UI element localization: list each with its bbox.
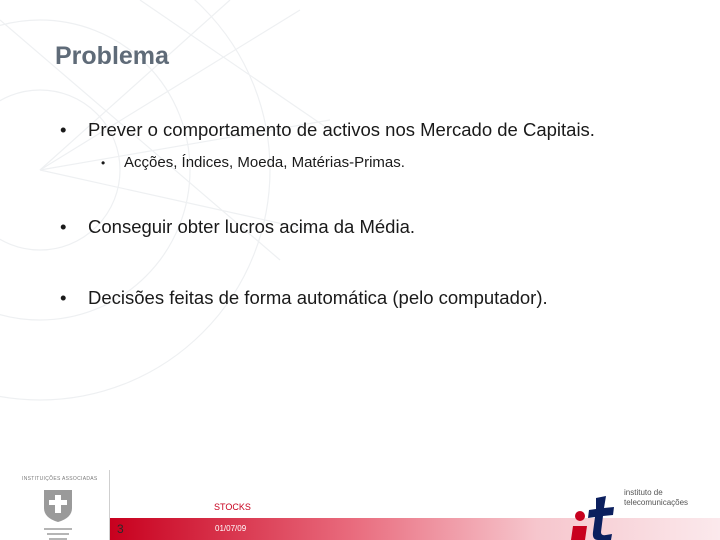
it-logo-text-line: instituto de <box>624 488 663 497</box>
footer-topic: STOCKS <box>214 502 251 512</box>
bullet-item <box>60 287 548 309</box>
sub-bullet-text: Acções, Índices, Moeda, Matérias-Primas. <box>124 154 405 171</box>
bullet-item <box>60 216 415 238</box>
sub-bullet-item <box>101 154 405 171</box>
bullet-item <box>60 119 595 141</box>
bullet-text: Decisões feitas de forma automática (pelo computador). <box>88 287 548 308</box>
associated-institutions <box>18 472 108 540</box>
bullet-text: Conseguir obter lucros acima da Média. <box>88 216 415 237</box>
bullet-marker: • <box>60 216 67 237</box>
bullet-marker: • <box>60 119 67 140</box>
associated-institutions-label: INSTITUIÇÕES ASSOCIADAS <box>22 476 98 482</box>
slide-number: 3 <box>117 522 124 536</box>
sub-bullet-marker: • <box>101 156 106 170</box>
bullet-text: Prever o comportamento de activos nos Mercado de Capitais. <box>88 119 595 140</box>
it-logo-text-line: telecomunicações <box>624 498 689 507</box>
bullet-marker: • <box>60 287 67 308</box>
university-crest-icon <box>38 486 78 540</box>
footer-date: 01/07/09 <box>215 524 247 533</box>
slide-title: Problema <box>55 42 169 70</box>
it-logo-text <box>624 488 714 508</box>
